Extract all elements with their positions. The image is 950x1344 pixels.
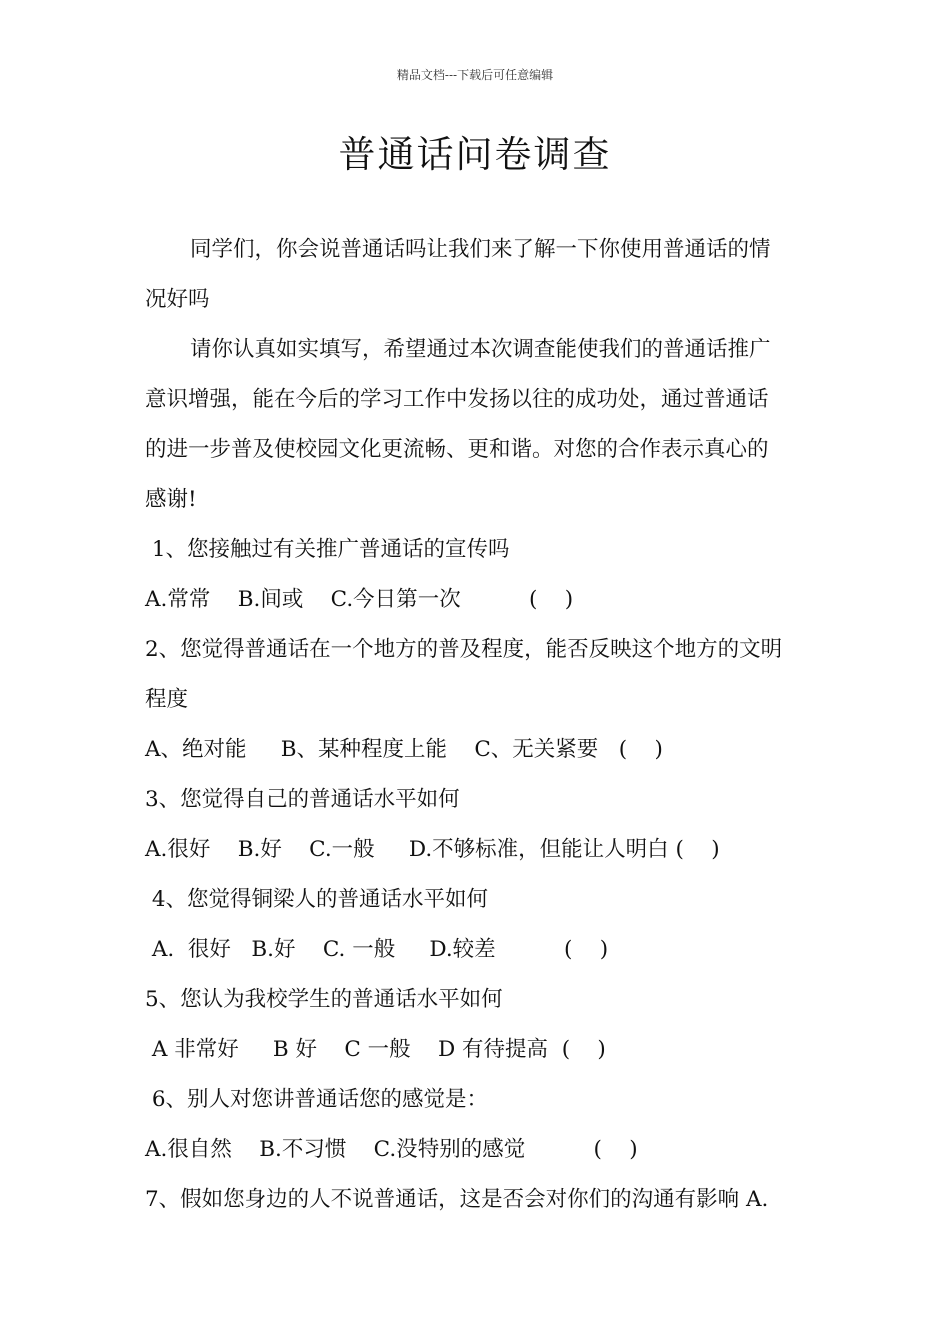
question-3: 3、您觉得自己的普通话水平如何 <box>145 787 460 812</box>
question-6-options: A.很自然 B.不习惯 C.没特别的感觉 ( ) <box>145 1137 638 1162</box>
question-4-options: A. 很好 B.好 C. 一般 D.较差 ( ) <box>145 937 609 962</box>
question-2-cont: 程度 <box>145 687 189 712</box>
question-1: 1、您接触过有关推广普通话的宣传吗 <box>145 537 510 562</box>
question-5: 5、您认为我校学生的普通话水平如何 <box>145 987 503 1012</box>
question-1-options: A.常常 B.间或 C.今日第一次 ( ) <box>145 587 574 612</box>
question-2: 2、您觉得普通话在一个地方的普及程度，能否反映这个地方的文明 <box>145 637 783 662</box>
page-title: 普通话问卷调查 <box>338 133 612 176</box>
question-6: 6、别人对您讲普通话您的感觉是： <box>145 1087 489 1112</box>
header-note: 精品文档---下载后可任意编辑 <box>396 68 554 82</box>
question-4: 4、您觉得铜梁人的普通话水平如何 <box>145 887 489 912</box>
question-3-options: A.很好 B.好 C.一般 D.不够标准，但能让人明白 ( ) <box>145 837 720 862</box>
question-5-options: A 非常好 B 好 C 一般 D 有待提高 ( ) <box>145 1037 606 1062</box>
intro-line: 的进一步普及使校园文化更流畅、更和谐。对您的合作表示真心的 <box>145 437 769 462</box>
intro-line: 意识增强，能在今后的学习工作中发扬以往的成功处，通过普通话 <box>145 387 769 412</box>
intro-line: 感谢! <box>145 487 197 512</box>
intro-line: 同学们，你会说普通话吗让我们来了解一下你使用普通话的情 <box>190 237 771 262</box>
intro-line: 况好吗 <box>145 287 210 312</box>
intro-line: 请你认真如实填写，希望通过本次调查能使我们的普通话推广 <box>190 337 771 362</box>
question-2-options: A、绝对能 B、某种程度上能 C、无关紧要 ( ) <box>145 737 663 762</box>
question-7: 7、假如您身边的人不说普通话，这是否会对你们的沟通有影响 A. <box>145 1187 769 1212</box>
